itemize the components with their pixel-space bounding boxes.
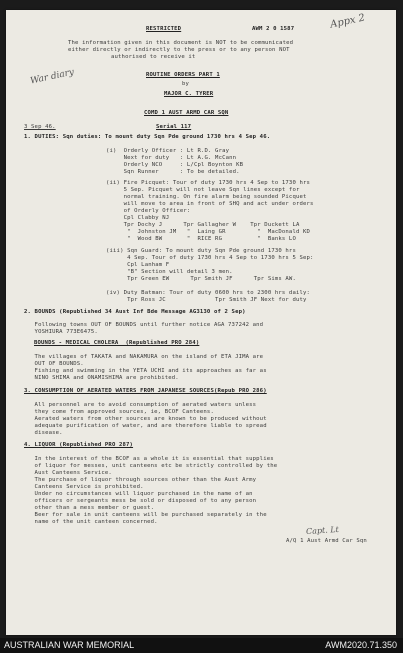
aerated-waters-heading: 3. CONSUMPTION OF AERATED WATERS FROM JAPANESE SOURCES(Repub PRO 286) bbox=[24, 388, 267, 394]
fire-picquet-line: Cpl Clabby NJ bbox=[106, 215, 170, 221]
liquor-line: In the interest of the BCOF as a whole it is essential that supplies bbox=[24, 456, 274, 462]
cholera-line: OUT OF BOUNDS. bbox=[24, 361, 84, 367]
archive-accession-number: AWM2020.71.350 bbox=[325, 640, 397, 650]
cholera-line: Fishing and swimming in the YETA UCHI and its approaches as far as bbox=[24, 368, 267, 374]
handwritten-appendix-ref: Appx 2 bbox=[329, 12, 366, 31]
notice-line: either directly or indirectly to the press or to any person NOT bbox=[68, 47, 290, 53]
serial-number: Serial 117 bbox=[156, 124, 192, 130]
sqn-guard-line: Cpl Lanham F bbox=[106, 262, 170, 268]
liquor-line: Aust Canteens Service. bbox=[24, 470, 112, 476]
orders-by: by bbox=[182, 81, 190, 87]
duties-line: Next for duty : Lt A.G. McCann bbox=[106, 155, 237, 161]
aerated-waters-line: disease. bbox=[24, 430, 63, 436]
duties-line: Orderly NCO : L/Cpl Boynton KB bbox=[106, 162, 244, 168]
cholera-heading: BOUNDS - MEDICAL CHOLERA (Republished PRO 284) bbox=[34, 340, 200, 346]
fire-picquet-line: Tpr Dochy J Tpr Gallagher W Tpr Duckett LA bbox=[106, 222, 300, 228]
orders-title: ROUTINE ORDERS PART 1 bbox=[146, 72, 220, 78]
liquor-line: Beer for sale in unit canteens will be purchased separately in the bbox=[24, 512, 267, 518]
aerated-waters-line: they come from approved sources, ie, BCOF Canteens. bbox=[24, 409, 214, 415]
aerated-waters-line: All personnel are to avoid consumption of aerated waters unless bbox=[24, 402, 257, 408]
liquor-line: officers or sergeants mess be sold or disposed of to any person bbox=[24, 498, 257, 504]
liquor-heading: 4. LIQUOR (Republished PRO 287) bbox=[24, 442, 134, 448]
fire-picquet-line: (ii) Fire Picquet: Tour of duty 1730 hrs 4 Sep to 1730 hrs bbox=[106, 180, 311, 186]
signature: Capt. Lt bbox=[305, 524, 340, 537]
liquor-line: name of the unit canteen concerned. bbox=[24, 519, 158, 525]
archive-footer bbox=[0, 638, 403, 653]
bounds-line: YOSHIURA 773E6475. bbox=[24, 329, 98, 335]
duties-heading: 1. DUTIES: Sqn duties: To mount duty Sqn Pde ground 1730 hrs 4 Sep 46. bbox=[24, 134, 271, 140]
document-reference: AWM 2 0 1587 bbox=[252, 26, 295, 32]
unit-name: COMD 1 AUST ARMD CAR SQN bbox=[144, 110, 229, 116]
bounds-line: Following towns OUT OF BOUNDS until further notice AGA 737242 and bbox=[24, 322, 264, 328]
liquor-line: of liquor for messes, unit canteens etc be strictly controlled by the bbox=[24, 463, 278, 469]
sqn-guard-line: Tpr Green EW Tpr Smith JF Tpr Sims AW. bbox=[106, 276, 296, 282]
order-date: 3 Sep 46. bbox=[24, 124, 56, 130]
archive-name: AUSTRALIAN WAR MEMORIAL bbox=[4, 640, 135, 650]
duties-line: Sqn Runner : To be detailed. bbox=[106, 169, 240, 175]
fire-picquet-line: " Wood BW " RICE RG " Banks LO bbox=[106, 236, 296, 242]
fire-picquet-line: will move to area in front of SHQ and act under orders bbox=[106, 201, 314, 207]
aerated-waters-line: Aerated waters from other sources are known to be produced without bbox=[24, 416, 267, 422]
liquor-line: Canteens Service is prohibited. bbox=[24, 484, 144, 490]
classification-label: RESTRICTED bbox=[146, 26, 182, 32]
batman-line: Tpr Ross JC Tpr Smith JF Next for duty bbox=[106, 297, 307, 303]
cholera-line: NINO SHIMA and ONAMISHIMA are prohibited. bbox=[24, 375, 179, 381]
sqn-guard-line: 4 Sep. Tour of duty 1730 hrs 4 Sep to 1730 hrs 5 Sep: bbox=[106, 255, 314, 261]
liquor-line: other than a mess member or guest. bbox=[24, 505, 155, 511]
batman-line: (iv) Duty Batman: Tour of duty 0600 hrs to 2300 hrs daily: bbox=[106, 290, 311, 296]
aerated-waters-line: adequate purification of water, and are therefore liable to spread bbox=[24, 423, 267, 429]
handwritten-war-diary-note: War diary bbox=[29, 67, 75, 87]
fire-picquet-line: of Orderly Officer: bbox=[106, 208, 191, 214]
document-page bbox=[6, 10, 396, 635]
fire-picquet-line: 5 Sep. Picquet will not leave Sqn lines except for bbox=[106, 187, 300, 193]
signature-title: A/Q 1 Aust Armd Car Sqn bbox=[286, 538, 367, 544]
bounds-heading: 2. BOUNDS (Republished 34 Aust Inf Bde Message AG3130 of 2 Sep) bbox=[24, 309, 246, 315]
fire-picquet-line: normal training. On fire alarm being sounded Picquet bbox=[106, 194, 307, 200]
notice-line: authorised to receive it bbox=[111, 54, 196, 60]
liquor-line: The purchase of liquor through sources other than the Aust Army bbox=[24, 477, 257, 483]
duties-line: (i) Orderly Officer : Lt R.D. Gray bbox=[106, 148, 230, 154]
notice-line: The information given in this document is NOT to be communicated bbox=[68, 40, 294, 46]
cholera-line: The villages of TAKATA and NAKAMURA on the island of ETA JIMA are bbox=[24, 354, 264, 360]
commander-name: MAJOR C. TYRER bbox=[164, 91, 214, 97]
sqn-guard-line: (iii) Sqn Guard: To mount duty Sqn Pde ground 1730 hrs bbox=[106, 248, 296, 254]
liquor-line: Under no circumstances will liquor purchased in the name of an bbox=[24, 491, 253, 497]
sqn-guard-line: "B" Section will detail 3 men. bbox=[106, 269, 233, 275]
fire-picquet-line: " Johnston JM " Laing GR " MacDonald KD bbox=[106, 229, 311, 235]
